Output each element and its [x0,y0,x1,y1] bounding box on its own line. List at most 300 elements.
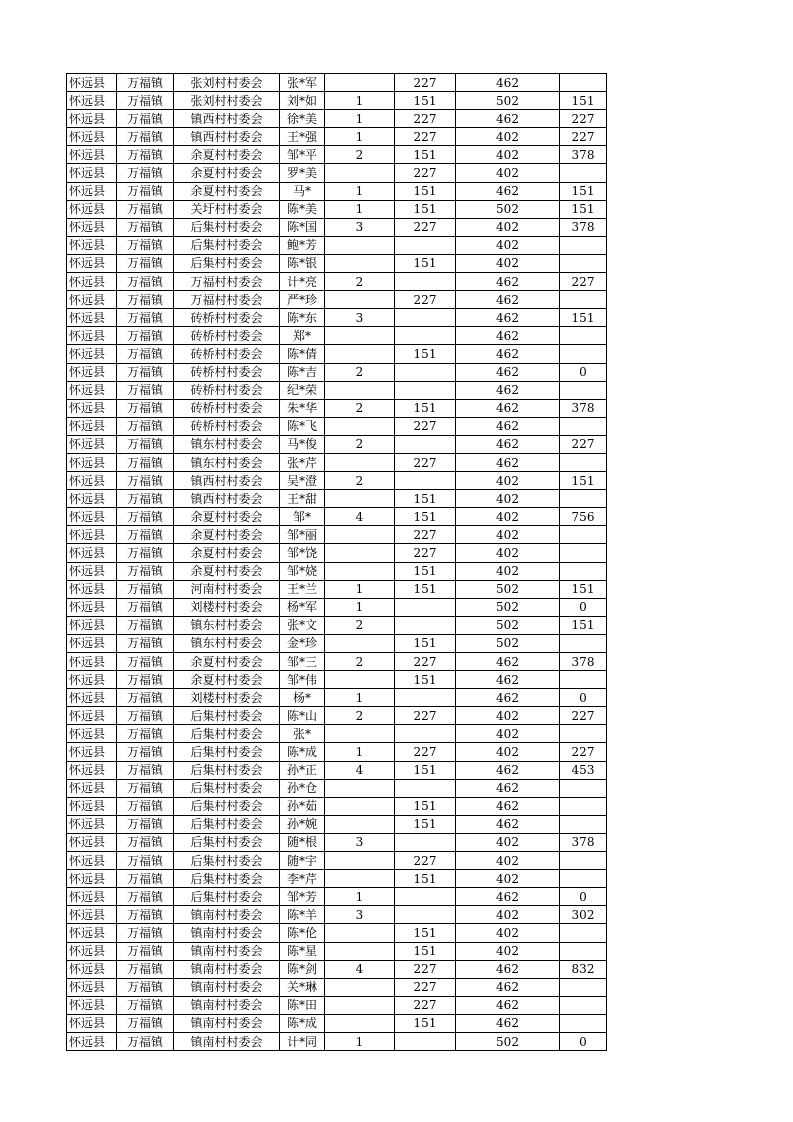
amount-a-cell: 227 [395,291,456,309]
county-cell: 怀远县 [67,164,117,182]
amount-a-cell: 151 [395,345,456,363]
village-cell: 余夏村村委会 [174,146,280,164]
county-cell: 怀远县 [67,327,117,345]
county-cell: 怀远县 [67,254,117,272]
county-cell: 怀远县 [67,833,117,851]
amount-b-cell: 462 [456,815,560,833]
table-row [67,562,607,580]
total-cell: 151 [560,616,607,634]
total-cell: 0 [560,1032,607,1050]
count-cell: 4 [325,761,395,779]
county-cell: 怀远县 [67,797,117,815]
count-cell: 3 [325,833,395,851]
village-cell: 余夏村村委会 [174,526,280,544]
village-cell: 镇南村村委会 [174,978,280,996]
count-cell [325,381,395,399]
village-cell: 后集村村委会 [174,236,280,254]
total-cell [560,526,607,544]
county-cell: 怀远县 [67,942,117,960]
table-row [67,634,607,652]
count-cell: 1 [325,580,395,598]
total-cell [560,291,607,309]
total-cell: 151 [560,472,607,490]
village-cell: 余夏村村委会 [174,562,280,580]
count-cell: 2 [325,363,395,381]
amount-b-cell: 402 [456,544,560,562]
name-cell: 徐*美 [280,110,325,128]
amount-a-cell: 151 [395,92,456,110]
amount-b-cell: 402 [456,472,560,490]
table-row [67,616,607,634]
table-row [67,815,607,833]
name-cell: 杨*军 [280,598,325,616]
total-cell [560,870,607,888]
county-cell: 怀远县 [67,852,117,870]
table-row [67,906,607,924]
total-cell [560,236,607,254]
total-cell [560,634,607,652]
total-cell: 0 [560,689,607,707]
total-cell [560,996,607,1014]
town-cell: 万福镇 [117,399,174,417]
name-cell: 邹*平 [280,146,325,164]
count-cell [325,779,395,797]
county-cell: 怀远县 [67,128,117,146]
town-cell: 万福镇 [117,218,174,236]
county-cell: 怀远县 [67,417,117,435]
village-cell: 刘楼村村委会 [174,689,280,707]
name-cell: 计*亮 [280,273,325,291]
total-cell: 151 [560,580,607,598]
table-row [67,761,607,779]
count-cell: 1 [325,888,395,906]
amount-a-cell: 151 [395,562,456,580]
amount-a-cell: 227 [395,453,456,471]
name-cell: 陈*飞 [280,417,325,435]
total-cell [560,725,607,743]
county-cell: 怀远县 [67,707,117,725]
amount-b-cell: 462 [456,453,560,471]
count-cell [325,978,395,996]
amount-a-cell: 151 [395,815,456,833]
town-cell: 万福镇 [117,236,174,254]
town-cell: 万福镇 [117,417,174,435]
name-cell: 郑* [280,327,325,345]
county-cell: 怀远县 [67,291,117,309]
total-cell: 227 [560,743,607,761]
name-cell: 邹*丽 [280,526,325,544]
village-cell: 后集村村委会 [174,743,280,761]
amount-a-cell: 227 [395,417,456,435]
total-cell: 378 [560,146,607,164]
name-cell: 马*俊 [280,435,325,453]
village-cell: 镇西村村委会 [174,128,280,146]
village-cell: 后集村村委会 [174,888,280,906]
name-cell: 李*芹 [280,870,325,888]
county-cell: 怀远县 [67,345,117,363]
name-cell: 计*同 [280,1032,325,1050]
village-cell: 后集村村委会 [174,779,280,797]
count-cell [325,291,395,309]
total-cell [560,453,607,471]
amount-b-cell: 462 [456,327,560,345]
amount-a-cell: 227 [395,852,456,870]
county-cell: 怀远县 [67,92,117,110]
name-cell: 邹*三 [280,653,325,671]
total-cell: 0 [560,888,607,906]
total-cell: 378 [560,399,607,417]
amount-b-cell: 462 [456,110,560,128]
amount-a-cell: 151 [395,146,456,164]
name-cell: 张*文 [280,616,325,634]
amount-a-cell [395,1032,456,1050]
town-cell: 万福镇 [117,942,174,960]
village-cell: 余夏村村委会 [174,164,280,182]
count-cell [325,815,395,833]
total-cell [560,327,607,345]
amount-b-cell: 402 [456,146,560,164]
county-cell: 怀远县 [67,1014,117,1032]
name-cell: 张*芹 [280,453,325,471]
name-cell: 随*根 [280,833,325,851]
total-cell: 378 [560,218,607,236]
village-cell: 刘楼村村委会 [174,598,280,616]
count-cell [325,254,395,272]
amount-b-cell: 502 [456,92,560,110]
amount-a-cell [395,273,456,291]
county-cell: 怀远县 [67,544,117,562]
table-row [67,707,607,725]
table-row [67,363,607,381]
table-row [67,381,607,399]
count-cell: 2 [325,435,395,453]
county-cell: 怀远县 [67,218,117,236]
amount-a-cell [395,906,456,924]
town-cell: 万福镇 [117,725,174,743]
table-row [67,671,607,689]
village-cell: 余夏村村委会 [174,671,280,689]
amount-a-cell: 227 [395,707,456,725]
amount-a-cell [395,309,456,327]
town-cell: 万福镇 [117,309,174,327]
village-cell: 镇东村村委会 [174,453,280,471]
county-cell: 怀远县 [67,689,117,707]
name-cell: 孙*婉 [280,815,325,833]
county-cell: 怀远县 [67,562,117,580]
count-cell [325,544,395,562]
total-cell [560,978,607,996]
town-cell: 万福镇 [117,870,174,888]
county-cell: 怀远县 [67,110,117,128]
count-cell [325,417,395,435]
amount-b-cell: 462 [456,291,560,309]
table-row [67,544,607,562]
name-cell: 纪*荣 [280,381,325,399]
village-cell: 镇东村村委会 [174,634,280,652]
count-cell [325,236,395,254]
table-row [67,345,607,363]
name-cell: 陈*成 [280,743,325,761]
amount-b-cell: 402 [456,924,560,942]
village-cell: 镇东村村委会 [174,616,280,634]
table-row [67,218,607,236]
count-cell: 2 [325,653,395,671]
name-cell: 孙*仓 [280,779,325,797]
county-cell: 怀远县 [67,906,117,924]
total-cell: 227 [560,128,607,146]
count-cell [325,634,395,652]
county-cell: 怀远县 [67,634,117,652]
table-row [67,146,607,164]
village-cell: 万福村村委会 [174,291,280,309]
name-cell: 朱*华 [280,399,325,417]
table-row [67,472,607,490]
county-cell: 怀远县 [67,996,117,1014]
amount-b-cell: 462 [456,74,560,92]
table-row [67,417,607,435]
name-cell: 陈*银 [280,254,325,272]
county-cell: 怀远县 [67,508,117,526]
table-row [67,327,607,345]
town-cell: 万福镇 [117,200,174,218]
name-cell: 王*甜 [280,490,325,508]
count-cell [325,924,395,942]
town-cell: 万福镇 [117,526,174,544]
table-row [67,291,607,309]
total-cell [560,852,607,870]
town-cell: 万福镇 [117,852,174,870]
amount-a-cell [395,616,456,634]
table-row [67,942,607,960]
village-cell: 后集村村委会 [174,852,280,870]
town-cell: 万福镇 [117,761,174,779]
town-cell: 万福镇 [117,1032,174,1050]
county-cell: 怀远县 [67,580,117,598]
table-row [67,960,607,978]
amount-b-cell: 462 [456,435,560,453]
village-cell: 砖桥村村委会 [174,417,280,435]
count-cell: 4 [325,960,395,978]
name-cell: 陈*伦 [280,924,325,942]
total-cell: 227 [560,273,607,291]
village-cell: 镇西村村委会 [174,490,280,508]
table-row [67,1014,607,1032]
total-cell [560,671,607,689]
village-cell: 后集村村委会 [174,254,280,272]
count-cell [325,870,395,888]
village-cell: 砖桥村村委会 [174,345,280,363]
amount-a-cell: 151 [395,490,456,508]
amount-b-cell: 462 [456,381,560,399]
total-cell: 151 [560,92,607,110]
amount-b-cell: 462 [456,417,560,435]
town-cell: 万福镇 [117,508,174,526]
count-cell: 1 [325,598,395,616]
amount-a-cell: 151 [395,870,456,888]
count-cell [325,671,395,689]
village-cell: 后集村村委会 [174,833,280,851]
name-cell: 邹*芳 [280,888,325,906]
amount-a-cell [395,435,456,453]
town-cell: 万福镇 [117,924,174,942]
county-cell: 怀远县 [67,761,117,779]
amount-a-cell: 151 [395,580,456,598]
table-row [67,74,607,92]
town-cell: 万福镇 [117,128,174,146]
amount-b-cell: 462 [456,345,560,363]
town-cell: 万福镇 [117,254,174,272]
amount-b-cell: 402 [456,218,560,236]
town-cell: 万福镇 [117,345,174,363]
village-cell: 后集村村委会 [174,725,280,743]
table-row [67,309,607,327]
name-cell: 陈*山 [280,707,325,725]
amount-a-cell: 151 [395,671,456,689]
count-cell [325,490,395,508]
town-cell: 万福镇 [117,833,174,851]
village-cell: 关圩村村委会 [174,200,280,218]
amount-b-cell: 462 [456,273,560,291]
amount-b-cell: 402 [456,906,560,924]
total-cell [560,164,607,182]
count-cell: 1 [325,128,395,146]
count-cell [325,852,395,870]
table-row [67,128,607,146]
county-cell: 怀远县 [67,815,117,833]
table-row [67,996,607,1014]
table-row [67,852,607,870]
table-row [67,435,607,453]
name-cell: 孙*正 [280,761,325,779]
town-cell: 万福镇 [117,182,174,200]
table-row [67,490,607,508]
count-cell: 2 [325,616,395,634]
village-cell: 张刘村村委会 [174,92,280,110]
village-cell: 镇东村村委会 [174,435,280,453]
count-cell [325,453,395,471]
amount-b-cell: 402 [456,833,560,851]
name-cell: 王*兰 [280,580,325,598]
table-row [67,1032,607,1050]
amount-b-cell: 402 [456,164,560,182]
table-row [67,110,607,128]
count-cell: 2 [325,273,395,291]
table-row [67,689,607,707]
count-cell [325,996,395,1014]
count-cell [325,74,395,92]
town-cell: 万福镇 [117,815,174,833]
table-row [67,797,607,815]
village-cell: 镇西村村委会 [174,110,280,128]
total-cell [560,254,607,272]
amount-a-cell [395,381,456,399]
amount-b-cell: 402 [456,852,560,870]
name-cell: 鲍*芳 [280,236,325,254]
name-cell: 金*珍 [280,634,325,652]
town-cell: 万福镇 [117,544,174,562]
town-cell: 万福镇 [117,453,174,471]
total-cell: 378 [560,833,607,851]
village-cell: 余夏村村委会 [174,544,280,562]
town-cell: 万福镇 [117,743,174,761]
table-row [67,200,607,218]
town-cell: 万福镇 [117,616,174,634]
table-body [67,74,607,1051]
name-cell: 张*军 [280,74,325,92]
table-row [67,833,607,851]
table-row [67,92,607,110]
total-cell [560,490,607,508]
total-cell: 0 [560,363,607,381]
village-cell: 余夏村村委会 [174,653,280,671]
town-cell: 万福镇 [117,472,174,490]
town-cell: 万福镇 [117,671,174,689]
county-cell: 怀远县 [67,870,117,888]
count-cell: 1 [325,200,395,218]
name-cell: 邹*饶 [280,544,325,562]
county-cell: 怀远县 [67,526,117,544]
town-cell: 万福镇 [117,653,174,671]
name-cell: 吴*澄 [280,472,325,490]
amount-a-cell: 227 [395,653,456,671]
name-cell: 陈*成 [280,1014,325,1032]
town-cell: 万福镇 [117,327,174,345]
county-cell: 怀远县 [67,653,117,671]
town-cell: 万福镇 [117,164,174,182]
county-cell: 怀远县 [67,616,117,634]
amount-b-cell: 462 [456,888,560,906]
town-cell: 万福镇 [117,689,174,707]
total-cell [560,1014,607,1032]
total-cell [560,544,607,562]
amount-a-cell: 227 [395,128,456,146]
count-cell: 2 [325,472,395,490]
county-cell: 怀远县 [67,273,117,291]
count-cell: 4 [325,508,395,526]
count-cell: 3 [325,218,395,236]
village-cell: 后集村村委会 [174,815,280,833]
town-cell: 万福镇 [117,110,174,128]
town-cell: 万福镇 [117,1014,174,1032]
table-row [67,526,607,544]
amount-a-cell [395,472,456,490]
amount-a-cell: 227 [395,544,456,562]
amount-b-cell: 462 [456,761,560,779]
table-row [67,888,607,906]
village-cell: 镇南村村委会 [174,960,280,978]
county-cell: 怀远县 [67,1032,117,1050]
village-cell: 河南村村委会 [174,580,280,598]
amount-a-cell [395,363,456,381]
amount-a-cell: 227 [395,164,456,182]
table-row [67,653,607,671]
count-cell: 3 [325,906,395,924]
count-cell [325,562,395,580]
village-cell: 余夏村村委会 [174,182,280,200]
amount-b-cell: 502 [456,598,560,616]
amount-b-cell: 402 [456,254,560,272]
amount-b-cell: 462 [456,399,560,417]
village-cell: 砖桥村村委会 [174,363,280,381]
village-cell: 镇南村村委会 [174,1014,280,1032]
count-cell: 1 [325,182,395,200]
table-row [67,870,607,888]
village-cell: 张刘村村委会 [174,74,280,92]
name-cell: 关*琳 [280,978,325,996]
count-cell: 3 [325,309,395,327]
amount-b-cell: 462 [456,779,560,797]
amount-b-cell: 462 [456,182,560,200]
